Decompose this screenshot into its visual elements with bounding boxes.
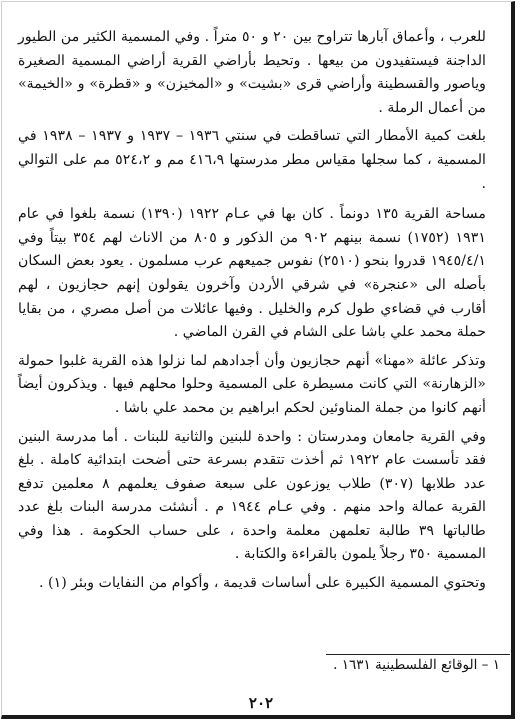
paragraph-soil-wells-birds: للعرب ، وأعماق آبارها تتراوح بين ٢٠ و ٥٠ متراً . وفي المسمية الكثير من الطيور الداجنة فيستفيدون من بيعها . وتحيط بأراضي القرية أراضي المسمية الصغيرة وياصور والقسطينة وأراضي قرى «بشيت» و «المخيزن» و «قطرة» و «الخيمة» من أعمال الرملة . <box>18 29 487 116</box>
book-page-body <box>18 26 486 596</box>
footnote-separator <box>326 654 510 655</box>
paragraph-mosques-schools: وفي القرية جامعان ومدرستان : واحدة للبنين والثانية للبنات . أما مدرسة البنين فقد تأسست عام ١٩٢٢ ثم أخذت تتقدم بسرعة حتى أضحت ابتدائية كاملة . بلغ عدد طلابها (٣٠٧) طلاب يوزعون على سبعة صفوف يعلمهم ٨ معلمين تدفع القرية عمالة واحد منهم . وفي عـام ١٩٤٤ م . أنشئت مدرسة البنات بلغ عدد طالباتها ٣٩ طالبة تعلمهن معلمة واحدة ، على حساب الحكومة . هذا وفي المسمية ٣٥٠ رجلاً يلمون بالقراءة والكتابة . <box>18 428 486 563</box>
page-number: ٢٠٢ <box>248 694 274 712</box>
paragraph-antiquities: وتحتوي المسمية الكبيرة على أساسات قديمة ، وأكوام من النفايات وبئر (١) . <box>39 575 486 592</box>
footnote: ١ – الوقائع الفلسطينية ١٦٣١ . <box>333 657 500 673</box>
paragraph-area-population: مساحة القرية ١٣٥ دونماً . كان بها في عـام ١٩٢٢ (١٣٩٠) نسمة بلغوا في عام ١٩٣١ (١٧٥٢) نسمة بينهم ٩٠٢ من الذكور و ٨٠٥ من الاناث لهم ٣٥٤ بيتاً وفي ١٩٤٥/٤/١ قدروا بنحو (٢٥١٠) نفوس جميعهم عرب مسلمون . يعود بعض السكان بأصله الى «عنجرة» في شرقي الأردن وآخرون يقولون إنهم حجازيون ، لهم أقارب في قضاءي طول كرم والخليل . وفيها عائلات من أصل مصري ، من بقايا حملة محمد علي باشا على الشام في القرن الماضي . <box>18 206 487 341</box>
paragraph-muhanna-family: وتذكر عائلة «مهنا» أنهم حجازيون وأن أجدادهم لما نزلوا هذه القرية غلبوا حمولة «الزهارنة» التي كانت مسيطرة على المسمية وحلوا محلهم فيها . ويذكرون أيضاً أنهم كانوا من جملة المناوئين لحكم ابراهيم بن محمد علي باشا . <box>18 352 486 416</box>
paragraph-rainfall: بلغت كمية الأمطار التي تساقطت في سنتي ١٩٣٦ – ١٩٣٧ و ١٩٣٧ – ١٩٣٨ في المسمية ، كما سجلها مقياس مطر مدرستها ٤١٦،٩ مم و ٥٢٤،٢ مم على التوالي . <box>18 128 486 192</box>
